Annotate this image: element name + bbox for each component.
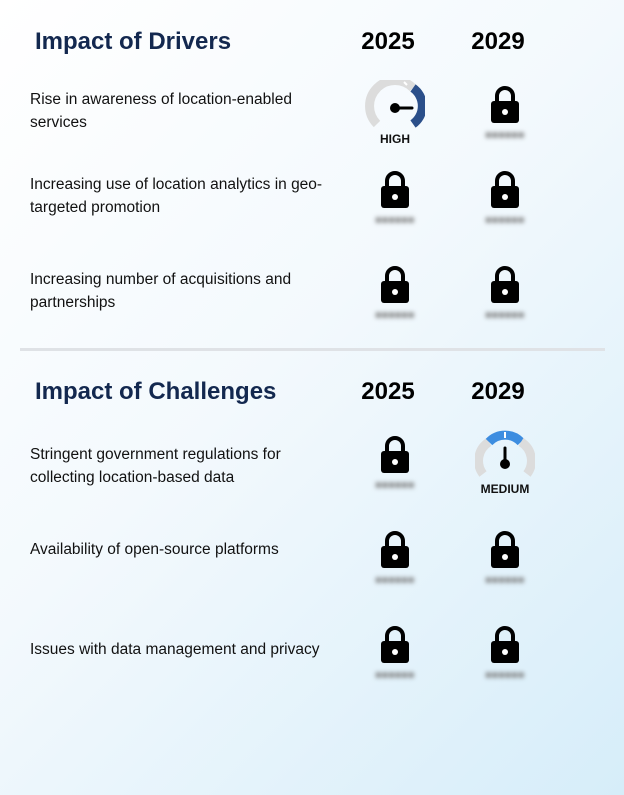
driver-row-2-2029 [465, 171, 545, 241]
locked-value: ■■■■■■ [485, 215, 525, 226]
lock-icon [490, 171, 520, 209]
locked-value: ■■■■■■ [485, 670, 525, 681]
lock-icon [380, 436, 410, 474]
lock-icon [490, 266, 520, 304]
driver-row-3-label: Increasing number of acquisitions and partnerships [30, 271, 292, 311]
challenge-row-2-2029 [465, 531, 545, 601]
locked-value: ■■■■■■ [375, 310, 415, 321]
challenge-row-2-label: Availability of open-source platforms [30, 541, 279, 558]
gauge-label: MEDIUM [480, 482, 530, 496]
challenges-year-2029: 2029 [471, 378, 525, 405]
gauge-icon [365, 80, 425, 132]
lock-icon [490, 626, 520, 664]
drivers-title: Impact of Drivers [35, 28, 232, 55]
driver-row-3-2029 [465, 266, 545, 336]
lock-icon [490, 531, 520, 569]
challenges-title: Impact of Challenges [35, 378, 277, 405]
challenge-row-3-label: Issues with data management and privacy [30, 641, 320, 658]
driver-row-1-label: Rise in awareness of location-enabled services [30, 91, 292, 131]
drivers-year-2029: 2029 [471, 28, 525, 55]
challenge-row-1-2025 [355, 436, 435, 506]
challenge-row-3-2025 [355, 626, 435, 696]
driver-row-1-2025 [355, 80, 435, 150]
gauge-high [365, 80, 425, 146]
locked-value: ■■■■■■ [375, 670, 415, 681]
locked-value: ■■■■■■ [375, 215, 415, 226]
driver-row-1-2029 [465, 86, 545, 156]
driver-row-2-label: Increasing use of location analytics in geo-targeted promotion [30, 176, 323, 216]
locked-value: ■■■■■■ [485, 310, 525, 321]
driver-row-2-2025 [355, 171, 435, 241]
locked-value: ■■■■■■ [485, 575, 525, 586]
challenge-row-2-2025 [355, 531, 435, 601]
driver-row-3-2025 [355, 266, 435, 336]
gauge-label: HIGH [380, 132, 410, 146]
gauge-medium [475, 430, 535, 496]
lock-icon [380, 531, 410, 569]
lock-icon [380, 171, 410, 209]
challenges-year-2025: 2025 [361, 378, 415, 405]
section-divider [20, 348, 605, 351]
locked-value: ■■■■■■ [375, 480, 415, 491]
drivers-year-2025: 2025 [361, 28, 415, 55]
locked-value: ■■■■■■ [485, 130, 525, 141]
lock-icon [380, 266, 410, 304]
challenge-row-1-2029 [465, 430, 545, 500]
gauge-icon [475, 430, 535, 482]
challenge-row-3-2029 [465, 626, 545, 696]
lock-icon [490, 86, 520, 124]
locked-value: ■■■■■■ [375, 575, 415, 586]
challenge-row-1-label: Stringent government regulations for collecting location-based data [30, 446, 281, 486]
lock-icon [380, 626, 410, 664]
